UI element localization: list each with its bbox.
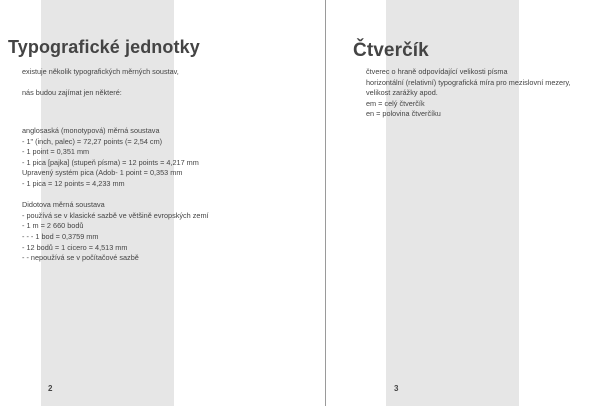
body-line: Didotova měrná soustava (22, 200, 105, 210)
body-line: čtverec o hraně odpovídající velikosti písma (366, 67, 508, 76)
body-line: anglosaská (monotypová) měrná soustava (22, 126, 160, 135)
right-page (326, 0, 606, 406)
right-page-number: 3 (394, 384, 399, 393)
right-body-text (366, 67, 571, 120)
left-intro-text (22, 67, 179, 99)
body-line: - 1 point = 0,351 mm (22, 147, 90, 157)
left-page-number: 2 (48, 384, 53, 393)
body-line: en = polovina čtverčíku (366, 109, 441, 119)
left-page-title: Typografické jednotky (8, 37, 200, 57)
right-page-title: Čtverčík (353, 40, 429, 61)
intro-line (22, 78, 179, 89)
body-line: - používá se v klasické sazbě ve většině evropských zemí (22, 210, 209, 220)
body-line: - 1 pica = 12 points = 4,233 mm (22, 178, 125, 188)
body-line: - - nepoužívá se v počítačové sazbě (22, 253, 139, 263)
body-line: - - - 1 bod = 0,3759 mm (22, 231, 99, 241)
body-line: - 1 pica [pajka] (stupeň písma) = 12 points = 4,217 mm (22, 157, 199, 167)
left-body-text (22, 126, 209, 264)
body-line (22, 190, 209, 201)
body-line: horizontální (relativní) typografická míra pro mezislovní mezery, (366, 77, 571, 87)
body-line: em = celý čtverčík (366, 98, 425, 108)
intro-line: existuje několik typografických měrných soustav, (22, 67, 179, 76)
intro-line: nás budou zajímat jen některé: (22, 88, 122, 98)
body-line: - 1 m = 2 660 bodů (22, 221, 84, 231)
body-line: - 12 bodů = 1 cicero = 4,513 mm (22, 242, 128, 252)
body-line: velikost zarážky apod. (366, 88, 438, 98)
body-line: Upravený systém pica (Adob- 1 point = 0,353 mm (22, 168, 183, 178)
body-line: - 1" (inch, palec) = 72,27 points (= 2,54 cm) (22, 136, 163, 146)
